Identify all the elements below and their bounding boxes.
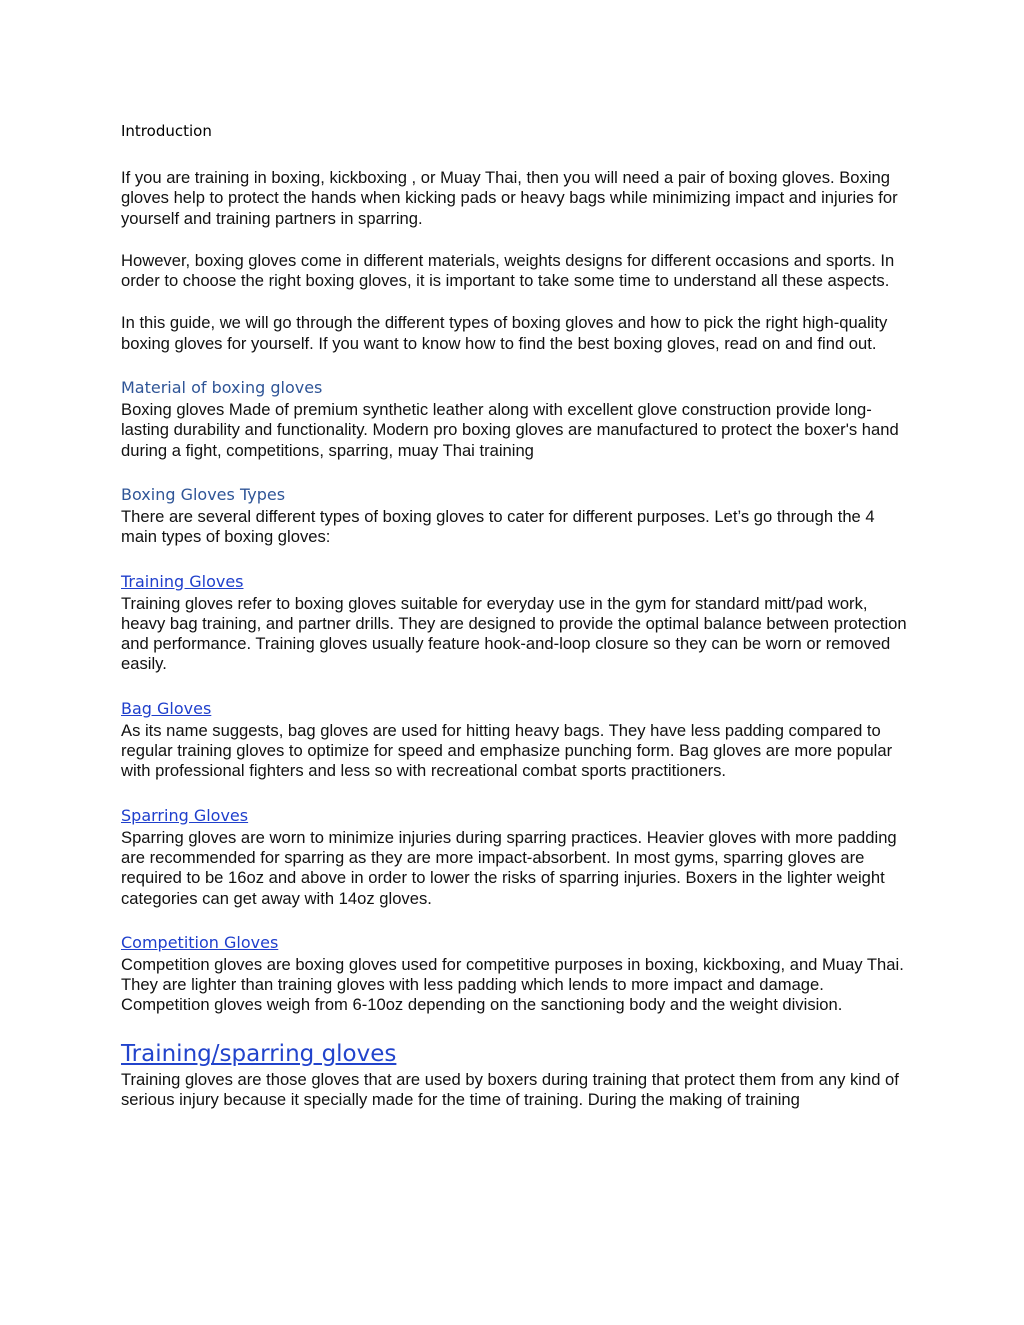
sparring-gloves-link[interactable]: Sparring Gloves bbox=[121, 805, 249, 825]
material-paragraph: Boxing gloves Made of premium synthetic leather along with excellent glove construction provide long-lasting durability and functionality. Modern pro boxing gloves are manufactured to protect the boxer's hand during a fight, competitions, sparring, muay Thai training bbox=[121, 400, 899, 460]
intro-title: Introduction bbox=[121, 122, 212, 140]
types-heading: Boxing Gloves Types bbox=[121, 484, 286, 504]
training-gloves-paragraph: Training gloves refer to boxing gloves suitable for everyday use in the gym for standard mitt/pad work, heavy bag training, and partner drills. They are designed to provide the optimal balance between protection and performance. Training gloves usually feature hook-and-loop closure so they can be worn or removed easily. bbox=[121, 593, 907, 674]
material-heading: Material of boxing gloves bbox=[121, 378, 323, 398]
types-paragraph: There are several different types of boxing gloves to cater for different purposes. Let’s go through the 4 main types of boxing gloves: bbox=[121, 506, 875, 547]
sparring-gloves-paragraph: Sparring gloves are worn to minimize injuries during sparring practices. Heavier gloves with more padding are recommended for sparring as they are more impact-absorbent. In most gyms, sparring gloves are required to be 16oz and above in order to lower the risks of sparring injuries. Boxers in the lighter weight categories can get away with 14oz gloves. bbox=[121, 827, 897, 908]
document-page bbox=[121, 118, 911, 1132]
training-gloves-link[interactable]: Training Gloves bbox=[121, 571, 244, 591]
intro-paragraph-3: In this guide, we will go through the different types of boxing gloves and how to pick the right high-quality boxing gloves for yourself. If you want to know how to find the best boxing gloves, read on and find out. bbox=[121, 313, 888, 353]
competition-gloves-link[interactable]: Competition Gloves bbox=[121, 932, 279, 952]
bag-gloves-paragraph: As its name suggests, bag gloves are used for hitting heavy bags. They have less padding compared to regular training gloves to optimize for speed and emphasize punching form. Bag gloves are more popular with professional fighters and less so with recreational combat sports practitioners. bbox=[121, 720, 893, 781]
bag-gloves-link[interactable]: Bag Gloves bbox=[121, 698, 212, 718]
training-sparring-gloves-link[interactable]: Training/sparring gloves bbox=[121, 1040, 397, 1067]
intro-paragraph-2: However, boxing gloves come in different materials, weights designs for different occasions and sports. In order to choose the right boxing gloves, it is important to take some time to understand all these aspects. bbox=[121, 250, 895, 291]
intro-paragraph-1: If you are training in boxing, kickboxing , or Muay Thai, then you will need a pair of boxing gloves. Boxing gloves help to protect the hands when kicking pads or heavy bags while minimizing impact and injuries for yourself and training partners in sparring. bbox=[121, 168, 898, 228]
competition-gloves-paragraph: Competition gloves are boxing gloves used for competitive purposes in boxing, kickboxing, and Muay Thai. They are lighter than training gloves with less padding which lends to more impact and damage. Competition gloves weigh from 6-10oz depending on the sanctioning body and the weight division. bbox=[121, 954, 904, 1015]
training-sparring-paragraph: Training gloves are those gloves that are used by boxers during training that protect them from any kind of serious injury because it specially made for the time of training. During the making of training bbox=[121, 1069, 899, 1110]
